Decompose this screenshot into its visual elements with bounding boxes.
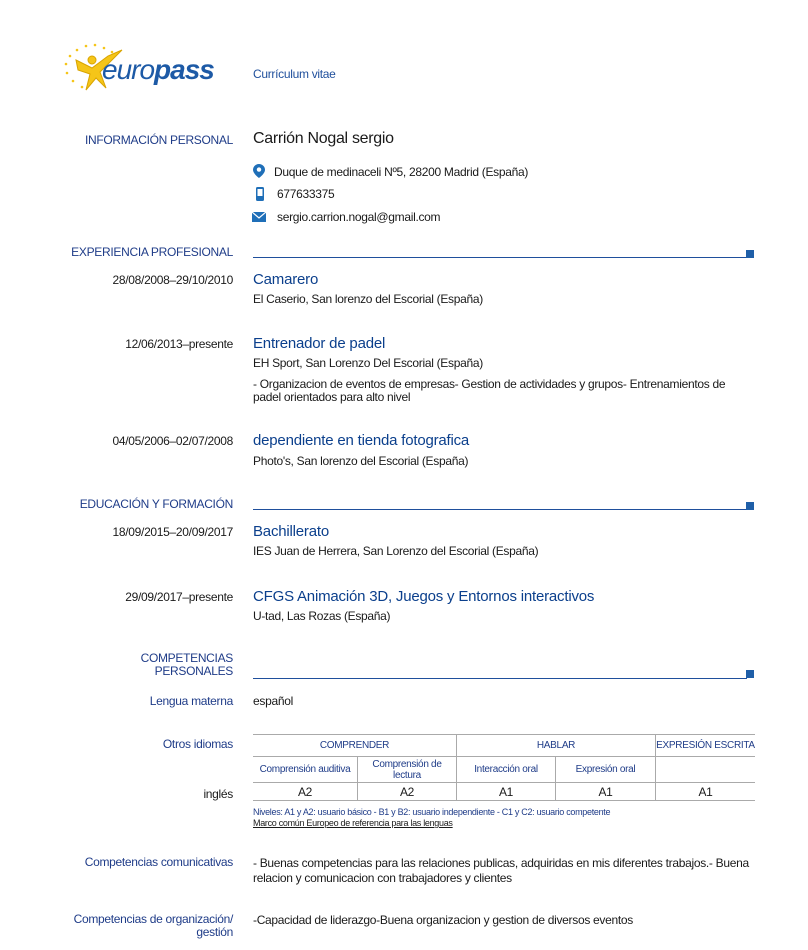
table-sub-empty	[656, 757, 756, 783]
skills-section-line	[253, 678, 747, 679]
person-name: Carrión Nogal sergio	[253, 130, 394, 147]
logo-text-euro: euro	[102, 54, 155, 85]
communication-skills-label: Competencias comunicativas	[84, 855, 233, 869]
language-levels-table	[253, 734, 755, 801]
experience-item-3-place: Photo's, San lorenzo del Escorial (España)	[253, 454, 469, 468]
level-comprension-lectura: A2	[358, 783, 457, 801]
education-item-2-title: CFGS Animación 3D, Juegos y Entornos interactivos	[253, 588, 595, 605]
experience-item-2-description: - Organizacion de eventos de empresas- Gestion de actividades y grupos- Entrenamientos de padel orientados para alto nivel	[253, 377, 726, 404]
table-sub-comprension-lectura: Comprensión de lectura	[358, 757, 457, 783]
skills-section-label-line2: PERSONALES	[154, 664, 233, 678]
document-subtitle: Currículum vitae	[253, 67, 336, 81]
table-header-hablar: HABLAR	[457, 735, 656, 757]
experience-item-2-title: Entrenador de padel	[253, 335, 386, 352]
language-name: inglés	[203, 787, 233, 801]
level-comprension-auditiva: A2	[253, 783, 358, 801]
education-item-2-place: U-tad, Las Rozas (España)	[253, 609, 391, 623]
organization-skills-label	[74, 913, 233, 939]
education-section-line	[253, 509, 747, 510]
phone-icon	[256, 187, 264, 201]
experience-item-1-title: Camarero	[253, 271, 319, 288]
experience-item-1-date: 28/08/2008–29/10/2010	[112, 273, 233, 287]
cefr-link[interactable]: Marco común Europeo de referencia para las lenguas	[253, 818, 453, 828]
education-section-marker	[746, 502, 754, 510]
level-expresion-escrita: A1	[656, 783, 756, 801]
table-header-comprender: COMPRENDER	[253, 735, 457, 757]
table-sub-comprension-auditiva: Comprensión auditiva	[253, 757, 358, 783]
address-text: Duque de medinaceli Nº5, 28200 Madrid (España)	[274, 165, 529, 179]
organization-skills-label-line1: Competencias de organización/	[73, 912, 233, 926]
experience-item-2-date: 12/06/2013–presente	[125, 337, 233, 351]
mother-tongue-label: Lengua materna	[149, 694, 233, 708]
education-item-1-date: 18/09/2015–20/09/2017	[112, 525, 233, 539]
experience-item-3-title: dependiente en tienda fotografica	[253, 432, 470, 449]
experience-item-3-date: 04/05/2006–02/07/2008	[112, 434, 233, 448]
organization-skills-value: -Capacidad de liderazgo-Buena organizacion y gestion de diversos eventos	[253, 913, 633, 927]
table-sub-interaccion-oral: Interacción oral	[457, 757, 556, 783]
experience-item-2-place: EH Sport, San Lorenzo Del Escorial (España)	[253, 356, 483, 370]
other-languages-label: Otros idiomas	[162, 737, 233, 751]
personal-section-label: INFORMACIÓN PERSONAL	[84, 133, 233, 147]
education-item-1-place: IES Juan de Herrera, San Lorenzo del Escorial (España)	[253, 544, 539, 558]
logo-text-pass: pass	[154, 54, 214, 85]
level-interaccion-oral: A1	[457, 783, 556, 801]
email-text: sergio.carrion.nogal@gmail.com	[277, 210, 441, 224]
education-item-1-title: Bachillerato	[253, 523, 329, 540]
levels-note: Niveles: A1 y A2: usuario básico - B1 y B2: usuario independiente - C1 y C2: usuario competente	[253, 807, 611, 817]
experience-section-marker	[746, 250, 754, 258]
skills-section-marker	[746, 670, 754, 678]
skills-section-label-line1: COMPETENCIAS	[140, 651, 233, 665]
organization-skills-label-line2: gestión	[196, 925, 233, 939]
communication-skills-value: - Buenas competencias para las relaciones publicas, adquiridas en mis diferentes trabajos.- Buena relacion y comunicacion con trabajadores y clientes	[253, 856, 749, 885]
experience-section-line	[253, 257, 747, 258]
table-sub-expresion-oral: Expresión oral	[556, 757, 656, 783]
education-section-label: EDUCACIÓN Y FORMACIÓN	[79, 497, 233, 511]
mother-tongue-value: español	[253, 694, 293, 708]
europass-logo	[62, 42, 237, 94]
skills-section-label	[141, 652, 233, 678]
email-envelope-icon	[252, 212, 266, 222]
experience-section-label: EXPERIENCIA PROFESIONAL	[71, 245, 233, 259]
level-expresion-oral: A1	[556, 783, 656, 801]
experience-item-1-place: El Caserio, San lorenzo del Escorial (España)	[253, 292, 483, 306]
education-item-2-date: 29/09/2017–presente	[125, 590, 233, 604]
phone-text: 677633375	[277, 187, 335, 201]
table-header-expresion-escrita: EXPRESIÓN ESCRITA	[656, 735, 756, 757]
location-pin-icon	[253, 164, 265, 178]
